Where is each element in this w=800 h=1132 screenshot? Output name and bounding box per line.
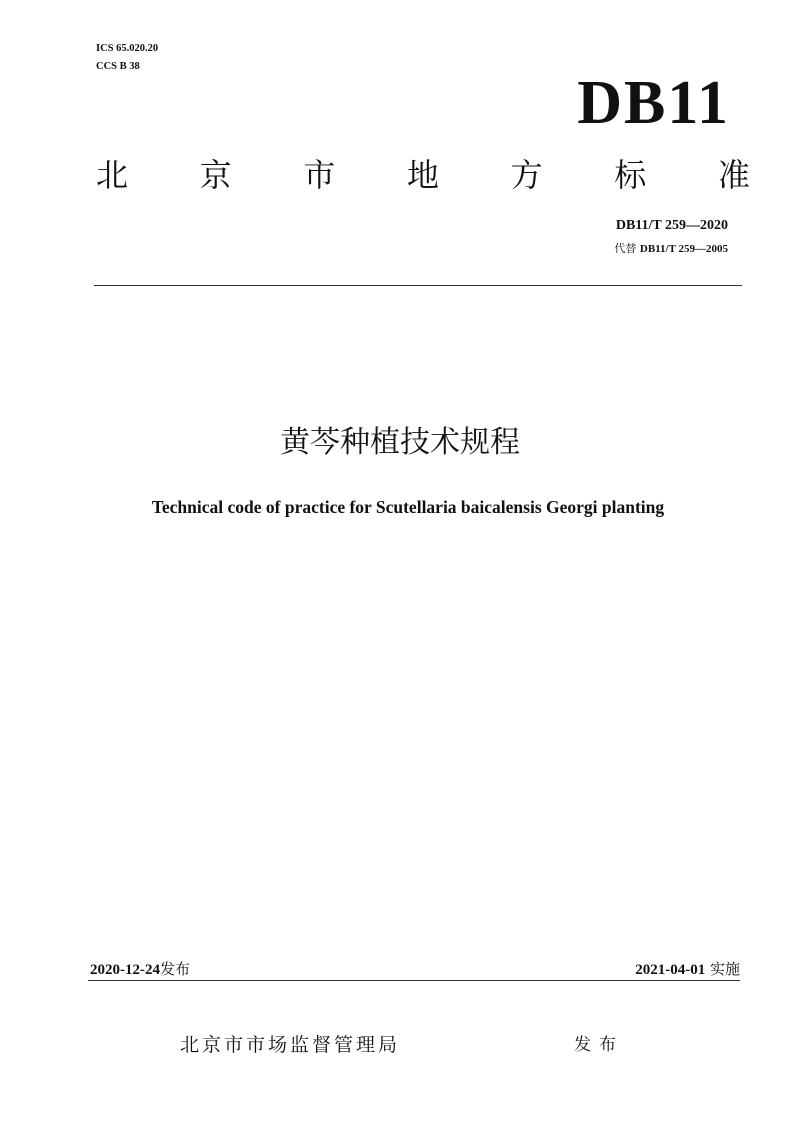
chinese-title: 黄芩种植技术规程 [280,425,520,460]
release-date-line [90,958,190,981]
english-title: Technical code of practice for Scutellaria baicalensis Georgi planting [151,497,665,517]
issuing-authority: 北京市市场监督管理局 [180,1034,401,1056]
standard-type-char: 方 [510,156,543,194]
standard-type-char: 北 [96,156,129,194]
db-standard-mark: DB11 [577,69,730,137]
implement-label: 实施 [709,960,740,978]
replaces-code: DB11/T 259—2005 [639,243,728,255]
replaces-line [470,240,728,258]
release-label: 发布 [160,960,191,978]
release-date: 2020-12-24 [90,962,160,978]
standard-type-char: 标 [614,156,647,194]
replaces-label: 代替 [614,242,637,255]
standard-type-char: 市 [303,156,336,194]
standard-number: DB11/T 259—2020 [615,218,728,233]
implement-date-line [520,958,740,981]
implement-date: 2021-04-01 [635,962,706,978]
footer-divider [88,980,740,981]
standard-type-title [96,152,750,198]
standard-type-char: 京 [199,156,232,194]
issue-label: 发布 [574,1035,624,1055]
header-divider [94,285,742,286]
standard-type-char: 地 [406,156,439,194]
ccs-code: CCS B 38 [96,61,140,72]
classification-codes [96,40,158,76]
ics-code: ICS 65.020.20 [96,43,159,54]
standard-type-char: 准 [717,156,750,194]
